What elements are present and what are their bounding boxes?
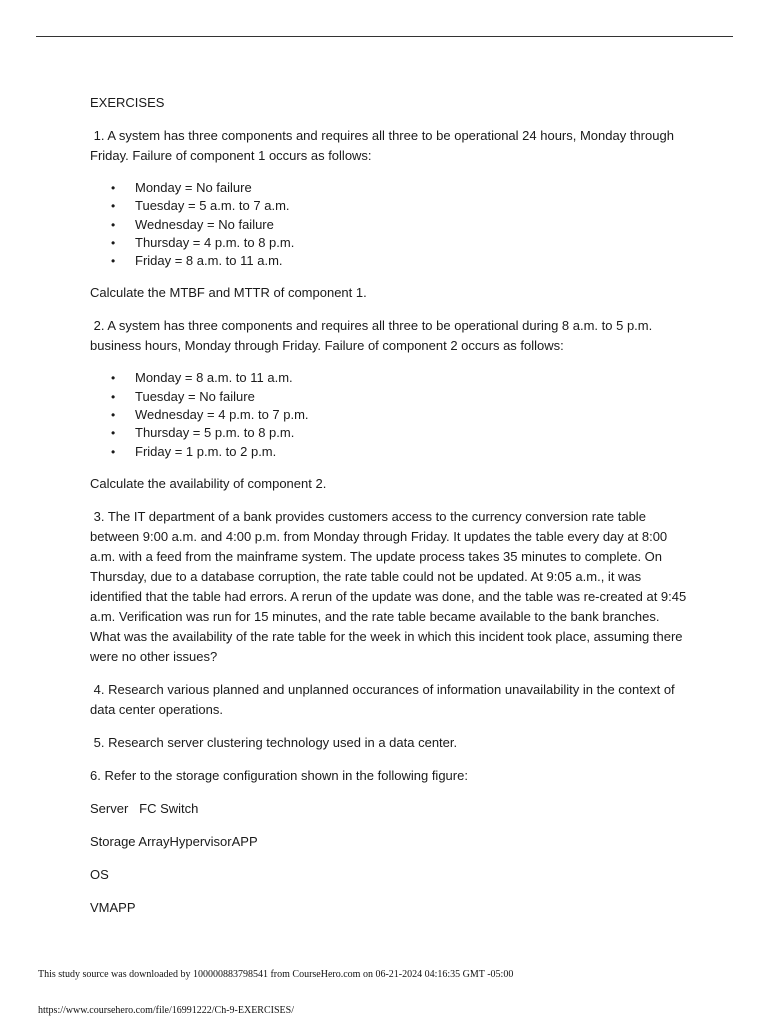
top-divider xyxy=(36,36,733,37)
question-2-followup: Calculate the availability of component 2. xyxy=(90,475,327,491)
question-6-text: 6. Refer to the storage configuration shown in the following figure: xyxy=(90,767,468,783)
bullet-icon: • xyxy=(111,235,116,250)
figure-line-server-switch: Server FC Switch xyxy=(90,800,199,816)
question-4-text: 4. Research various planned and unplanned occurances of information unavailability in the context of data center operations. xyxy=(90,681,679,717)
figure-line-os: OS xyxy=(90,866,109,882)
document-heading: EXERCISES xyxy=(90,95,165,110)
list-item: • Tuesday = No failure xyxy=(90,388,690,406)
question-2-failure-list xyxy=(90,369,690,460)
bullet-icon: • xyxy=(111,181,116,195)
question-1-followup: Calculate the MTBF and MTTR of component 1. xyxy=(90,285,367,301)
question-2-text: 2. A system has three components and requires all three to be operational during 8 a.m. to 5 p.m. business hours, Monday through Friday. Failure of component 2 occurs as follows: xyxy=(90,318,656,354)
question-5-text: 5. Research server clustering technology used in a data center. xyxy=(90,734,458,750)
bullet-icon: • xyxy=(111,199,116,214)
document-body xyxy=(90,93,690,931)
question-3-text: 3. The IT department of a bank provides customers access to the currency conversion rate table between 9:00 a.m. and 4:00 p.m. from Monday through Friday. It updates the table every day at 8:00 a.m. with a feed from the mainframe system. The update process takes 35 minutes to complete. On Thursday, due to a database corruption, the rate table could not be updated. At 9:05 a.m., it was identified that the table had errors. A rerun of the update was done, and the table was re-created at 9:45 a.m. Verification was run for 15 minutes, and the rate table became available to the bank branches. What was the availability of the rate table for the week in which this incident took place, assuming there were no other issues? xyxy=(90,508,690,664)
bullet-icon: • xyxy=(111,444,116,459)
list-item: • Tuesday = 5 a.m. to 7 a.m. xyxy=(90,197,690,215)
bullet-icon: • xyxy=(111,371,116,386)
bullet-icon: • xyxy=(111,254,116,269)
list-item: • Thursday = 5 p.m. to 8 p.m. xyxy=(90,424,690,442)
bullet-icon: • xyxy=(111,426,116,441)
source-url: https://www.coursehero.com/file/16991222/Ch-9-EXERCISES/ xyxy=(38,1005,294,1016)
list-item: • Friday = 8 a.m. to 11 a.m. xyxy=(90,252,690,270)
bullet-icon: • xyxy=(111,408,116,423)
question-1-text: 1. A system has three components and requires all three to be operational 24 hours, Monday through Friday. Failure of component 1 occurs as follows: xyxy=(90,128,678,163)
download-notice: This study source was downloaded by 100000883798541 from CourseHero.com on 06-21-2024 04:16:35 GMT -05:00 xyxy=(38,969,514,980)
figure-line-storage: Storage ArrayHypervisorAPP xyxy=(90,833,258,849)
question-1-failure-list xyxy=(90,179,690,270)
list-item: • Monday = No failure xyxy=(90,179,690,197)
bullet-icon: • xyxy=(111,389,116,404)
list-item: • Thursday = 4 p.m. to 8 p.m. xyxy=(90,234,690,252)
bullet-icon: • xyxy=(111,217,116,232)
figure-line-vmapp: VMAPP xyxy=(90,899,136,915)
list-item: • Wednesday = 4 p.m. to 7 p.m. xyxy=(90,406,690,424)
list-item: • Monday = 8 a.m. to 11 a.m. xyxy=(90,369,690,387)
list-item: • Wednesday = No failure xyxy=(90,216,690,234)
list-item: • Friday = 1 p.m. to 2 p.m. xyxy=(90,443,690,461)
